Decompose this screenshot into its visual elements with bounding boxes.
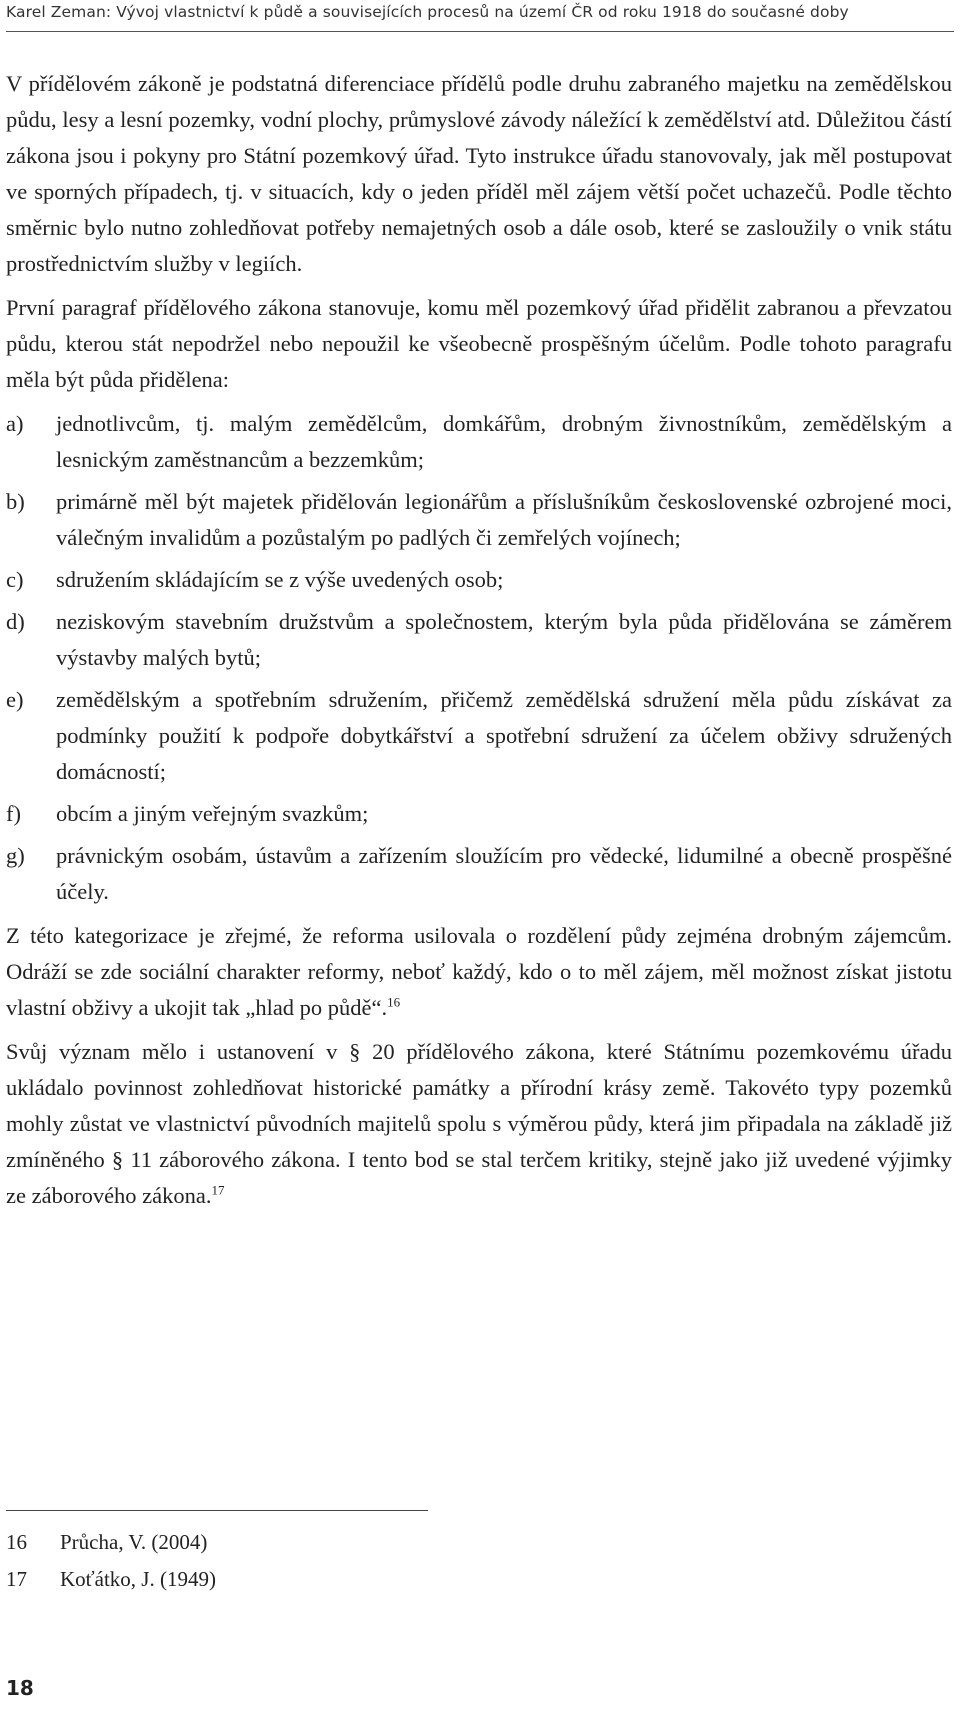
list-item-text: právnickým osobám, ústavům a zařízením sloužícím pro vědecké, lidumilné a obecně prospěšné účely. bbox=[56, 843, 952, 904]
list-item bbox=[6, 484, 952, 556]
list-marker: e) bbox=[6, 687, 24, 712]
footnote-item bbox=[6, 1561, 606, 1598]
main-text bbox=[6, 66, 952, 1222]
list-item-text: primárně měl být majetek přidělován legionářům a příslušníkům československé ozbrojené moci, válečným invalidům a pozůstalým po padlých či zemřelých vojínech; bbox=[56, 489, 952, 550]
footnote-ref-17[interactable]: 17 bbox=[211, 1182, 225, 1198]
list-item bbox=[6, 406, 952, 478]
page-number: 18 bbox=[6, 1676, 34, 1700]
footnote-number: 16 bbox=[6, 1530, 27, 1554]
footnote-ref-16[interactable]: 16 bbox=[387, 994, 401, 1010]
footnote-item bbox=[6, 1524, 606, 1561]
list-item bbox=[6, 562, 952, 598]
list-item bbox=[6, 796, 952, 832]
list-marker: c) bbox=[6, 567, 24, 592]
list-marker: b) bbox=[6, 489, 25, 514]
list-item bbox=[6, 838, 952, 910]
footnote-text: Koťátko, J. (1949) bbox=[60, 1567, 216, 1591]
list-marker: d) bbox=[6, 609, 25, 634]
list-item-text: neziskovým stavebním družstvům a společnostem, kterým byla půda přidělována se záměrem výstavby malých bytů; bbox=[56, 609, 952, 670]
running-header: Karel Zeman: Vývoj vlastnictví k půdě a souvisejících procesů na území ČR od roku 1918 do současné doby bbox=[6, 3, 849, 21]
list-marker: g) bbox=[6, 843, 25, 868]
list-marker: a) bbox=[6, 411, 24, 436]
footnotes bbox=[6, 1524, 606, 1598]
list-item bbox=[6, 682, 952, 790]
list-item bbox=[6, 604, 952, 676]
list-item-text: jednotlivcům, tj. malým zemědělcům, domkářům, drobným živnostníkům, zemědělským a lesnickým zaměstnancům a bezzemkům; bbox=[56, 411, 952, 472]
paragraph-4-text: Svůj význam mělo i ustanovení v § 20 přídělového zákona, které Státnímu pozemkovému úřadu ukládalo povinnost zohledňovat historické památky a přírodní krásy země. Takovéto typy pozemků mohly zůstat ve vlastnictví původních majitelů spolu s výměrou půdy, která jim připadala na základě již zmíněného § 11 záborového zákona. I tento bod se stal terčem kritiky, stejně jako již uvedené výjimky ze záborového zákona. bbox=[6, 1039, 952, 1208]
allocation-list bbox=[6, 406, 952, 910]
paragraph-3 bbox=[6, 918, 952, 1026]
paragraph-2: První paragraf přídělového zákona stanovuje, komu měl pozemkový úřad přidělit zabranou a převzatou půdu, kterou stát nepodržel nebo nepoužil ke všeobecně prospěšným účelům. Podle tohoto paragrafu měla být půda přidělena: bbox=[6, 295, 952, 392]
footnote-text: Průcha, V. (2004) bbox=[60, 1530, 208, 1554]
list-item-text: sdružením skládajícím se z výše uvedených osob; bbox=[56, 567, 504, 592]
header-rule bbox=[6, 31, 954, 32]
list-item-text: obcím a jiným veřejným svazkům; bbox=[56, 801, 369, 826]
footnote-rule bbox=[6, 1510, 428, 1511]
paragraph-3-text: Z této kategorizace je zřejmé, že reforma usilovala o rozdělení půdy zejména drobným zájemcům. Odráží se zde sociální charakter reformy, neboť každý, kdo o to měl zájem, měl možnost získat jistotu vlastní obživy a ukojit tak „hlad po půdě“. bbox=[6, 923, 952, 1020]
footnote-number: 17 bbox=[6, 1567, 27, 1591]
paragraph-4 bbox=[6, 1034, 952, 1214]
list-marker: f) bbox=[6, 801, 21, 826]
paragraph-1: V přídělovém zákoně je podstatná diferenciace přídělů podle druhu zabraného majetku na zemědělskou půdu, lesy a lesní pozemky, vodní plochy, průmyslové závody náležící k zemědělství atd. Důležitou částí zákona jsou i pokyny pro Státní pozemkový úřad. Tyto instrukce úřadu stanovovaly, jak měl postupovat ve sporných případech, tj. v situacích, kdy o jeden příděl měl zájem větší počet uchazečů. Podle těchto směrnic bylo nutno zohledňovat potřeby nemajetných osob a dále osob, které se zasloužily o vnik státu prostřednictvím služby v legiích. bbox=[6, 71, 952, 276]
list-item-text: zemědělským a spotřebním sdružením, přičemž zemědělská sdružení měla půdu získávat za podmínky použití k podpoře dobytkářství a spotřební sdružení za účelem obživy sdružených domácností; bbox=[56, 687, 952, 784]
